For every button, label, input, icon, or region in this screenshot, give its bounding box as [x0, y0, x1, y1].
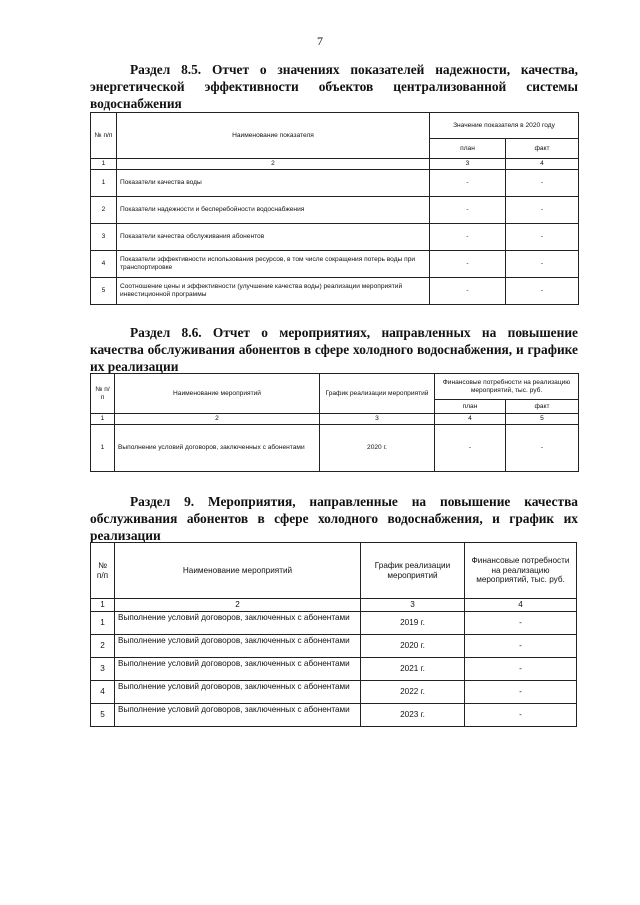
col-fact-header: факт: [506, 139, 579, 159]
index-cell: 4: [465, 599, 577, 612]
index-cell: 4: [506, 159, 579, 170]
col-num-header: № п/п: [91, 113, 117, 159]
row-num: 2: [91, 197, 117, 224]
row-fact: -: [506, 197, 579, 224]
col-schedule-header: График реализации мероприятий: [361, 543, 465, 599]
section-8-5-table: [90, 112, 579, 305]
col-plan-header: план: [430, 139, 506, 159]
table-row: [91, 634, 577, 657]
table-row: [91, 224, 579, 251]
row-name: Показатели качества воды: [117, 170, 430, 197]
table-row: [91, 170, 579, 197]
col-value-group-header: Значение показателя в 2020 году: [430, 113, 579, 139]
row-schedule: 2022 г.: [361, 680, 465, 703]
row-schedule: 2021 г.: [361, 657, 465, 680]
table-row: [91, 703, 577, 726]
row-plan: -: [435, 425, 506, 472]
row-name: Выполнение условий договоров, заключенных с абонентами: [115, 657, 361, 680]
row-schedule: 2020 г.: [320, 425, 435, 472]
row-name: Выполнение условий договоров, заключенных с абонентами: [115, 611, 361, 634]
row-plan: -: [430, 224, 506, 251]
row-name: Показатели эффективности использования ресурсов, в том числе сокращения потерь воды при транспортировке: [117, 251, 430, 278]
index-cell: 2: [117, 159, 430, 170]
index-cell: 3: [361, 599, 465, 612]
row-schedule: 2023 г.: [361, 703, 465, 726]
row-fact: -: [506, 425, 579, 472]
index-cell: 2: [115, 599, 361, 612]
row-finance: -: [465, 680, 577, 703]
row-schedule: 2019 г.: [361, 611, 465, 634]
col-plan-header: план: [435, 400, 506, 414]
table-row: [91, 278, 579, 305]
row-plan: -: [430, 251, 506, 278]
row-num: 1: [91, 170, 117, 197]
table-row: [91, 251, 579, 278]
section-8-6-table: [90, 373, 579, 472]
index-row: [91, 159, 579, 170]
row-finance: -: [465, 657, 577, 680]
row-finance: -: [465, 634, 577, 657]
index-cell: 3: [430, 159, 506, 170]
row-finance: -: [465, 703, 577, 726]
row-finance: -: [465, 611, 577, 634]
row-fact: -: [506, 224, 579, 251]
row-name: Выполнение условий договоров, заключенных с абонентами: [115, 680, 361, 703]
row-num: 4: [91, 251, 117, 278]
row-plan: -: [430, 170, 506, 197]
row-fact: -: [506, 278, 579, 305]
row-plan: -: [430, 278, 506, 305]
col-fact-header: факт: [506, 400, 579, 414]
col-name-header: Наименование мероприятий: [115, 374, 320, 414]
table-row: [91, 425, 579, 472]
col-finance-group-header: Финансовые потребности на реализацию мероприятий, тыс. руб.: [435, 374, 579, 400]
col-finance-header: Финансовые потребности на реализацию мероприятий, тыс. руб.: [465, 543, 577, 599]
index-cell: 1: [91, 159, 117, 170]
row-num: 2: [91, 634, 115, 657]
section-8-6-heading: Раздел 8.6. Отчет о мероприятиях, направленных на повышение качества обслуживания абонентов в сфере холодного водоснабжения, и графике их реализации: [90, 325, 578, 374]
col-num-header: № п/п: [91, 374, 115, 414]
table-row: [91, 680, 577, 703]
section-9-heading: Раздел 9. Мероприятия, направленные на повышение качества обслуживания абонентов в сфере холодного водоснабжения, и график их реализации: [90, 494, 578, 543]
index-cell: 1: [91, 414, 115, 425]
row-schedule: 2020 г.: [361, 634, 465, 657]
col-schedule-header: График реализации мероприятий: [320, 374, 435, 414]
index-row: [91, 414, 579, 425]
table-row: [91, 197, 579, 224]
row-plan: -: [430, 197, 506, 224]
row-num: 5: [91, 278, 117, 305]
section-8-5-heading: Раздел 8.5. Отчет о значениях показателей надежности, качества, энергетической эффективности объектов централизованной системы водоснабжения: [90, 62, 578, 111]
row-num: 4: [91, 680, 115, 703]
row-num: 3: [91, 224, 117, 251]
section-9-table: [90, 542, 577, 727]
index-row: [91, 599, 577, 612]
page-number: 7: [317, 34, 323, 48]
row-name: Соотношение цены и эффективности (улучшение качества воды) реализации мероприятий инвестиционной программы: [117, 278, 430, 305]
row-fact: -: [506, 170, 579, 197]
index-cell: 1: [91, 599, 115, 612]
col-name-header: Наименование мероприятий: [115, 543, 361, 599]
index-cell: 5: [506, 414, 579, 425]
row-num: 3: [91, 657, 115, 680]
table-row: [91, 611, 577, 634]
index-cell: 3: [320, 414, 435, 425]
row-num: 1: [91, 611, 115, 634]
index-cell: 4: [435, 414, 506, 425]
index-cell: 2: [115, 414, 320, 425]
row-num: 1: [91, 425, 115, 472]
row-num: 5: [91, 703, 115, 726]
row-name: Выполнение условий договоров, заключенных с абонентами: [115, 425, 320, 472]
row-fact: -: [506, 251, 579, 278]
row-name: Выполнение условий договоров, заключенных с абонентами: [115, 703, 361, 726]
row-name: Показатели качества обслуживания абонентов: [117, 224, 430, 251]
table-row: [91, 657, 577, 680]
row-name: Выполнение условий договоров, заключенных с абонентами: [115, 634, 361, 657]
row-name: Показатели надежности и бесперебойности водоснабжения: [117, 197, 430, 224]
col-num-header: № п/п: [91, 543, 115, 599]
col-name-header: Наименование показателя: [117, 113, 430, 159]
